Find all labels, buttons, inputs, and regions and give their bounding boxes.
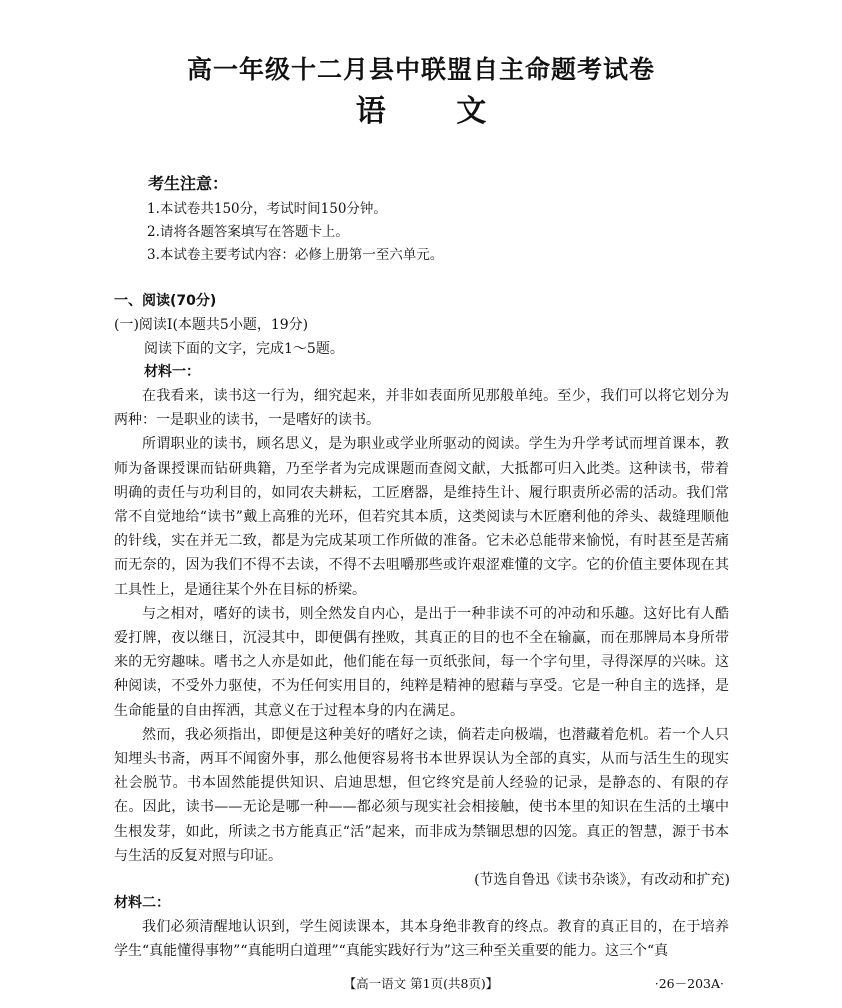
notice-item: 1.本试卷共150分，考试时间150分钟。 [147,201,387,217]
subsection-heading: (一)阅读Ⅰ(本题共5小题，19分) [114,317,309,333]
exam-title: 高一年级十二月县中联盟自主命题考试卷 [186,55,655,84]
notice-item: 2.请将各题答案填写在答题卡上。 [147,224,349,240]
material-1-source: (节选自鲁迅《读书杂谈》，有改动和扩充) [474,872,730,888]
material-2-label: 材料二： [114,895,170,911]
notice-title: 考生注意： [148,174,229,193]
paragraph: 我们必须清醒地认识到，学生阅读课本，其本身绝非教育的终点。教育的真正目的，在于培养学生“真能懂得事物”“真能明白道理”“真能实践好行为”这三种至关重要的能力。这三个“真 [114,919,729,960]
page-footer: 【高一语文 第1页(共8页)】 [343,976,499,991]
paragraph: 所谓职业的读书，顾名思义，是为职业或学业所驱动的阅读。学生为升学考试而埋首课本，教师为备课授课而钻研典籍，乃至学者为完成课题而查阅文献，大抵都可归入此类。这种读书，带着明确的责任与功利目的，如同农夫耕耘，工匠磨器，是维持生计、履行职责所必需的活动。我们常常不自觉地给“读书”戴上高雅的光环，但若究其本质，这类阅读与木匠磨利他的斧头、裁缝理顺他的针线，实在并无二致，都是为完成某项工作所做的准备。它未必总能带来愉悦，有时甚至是苦痛而无奈的，因为我们不得不去读，不得不去咀嚼那些或许艰涩难懂的文字。它的价值主要体现在其工具性上，是通往某个外在目标的桥梁。 [114,436,729,598]
paragraph: 在我看来，读书这一行为，细究起来，并非如表面所见那般单纯。至少，我们可以将它划分为两种：一是职业的读书，一是嗜好的读书。 [114,388,729,429]
material-1-body [114,384,729,868]
material-1-label: 材料一： [144,364,200,380]
paragraph: 与之相对，嗜好的读书，则全然发自内心，是出于一种非读不可的冲动和乐趣。这好比有人酷爱打牌，夜以继日，沉浸其中，即便偶有挫败，其真正的目的也不全在输赢，而在那牌局本身所带来的无穷趣味。嗜书之人亦是如此，他们能在每一页纸张间，每一个字句里，寻得深厚的兴味。这种阅读，不受外力驱使，不为任何实用目的，纯粹是精神的慰藉与享受。它是一种自主的选择，是生命能量的自由挥洒，其意义在于过程本身的内在满足。 [114,605,729,719]
subject-title: 语 文 [355,94,487,129]
section-heading: 一、阅读(70分) [114,293,217,309]
paper-code: ·26－203A· [654,976,724,991]
reading-instruction: 阅读下面的文字，完成1～5题。 [144,341,344,357]
paragraph: 然而，我必须指出，即便是这种美好的嗜好之读，倘若走向极端，也潜藏着危机。若一个人只知埋头书斋，两耳不闻窗外事，那么他便容易将书本世界误认为全部的真实，从而与活生生的现实社会脱节。书本固然能提供知识、启迪思想，但它终究是前人经验的记录，是静态的、有限的存在。因此，读书——无论是哪一种——都必须与现实社会相接触，使书本里的知识在生活的土壤中生根发芽，如此，所读之书方能真正“活”起来，而非成为禁锢思想的囚笼。真正的智慧，源于书本与生活的反复对照与印证。 [114,726,729,864]
material-2-body [114,915,729,963]
notice-list [147,198,443,267]
notice-item: 3.本试卷主要考试内容：必修上册第一至六单元。 [147,247,444,263]
